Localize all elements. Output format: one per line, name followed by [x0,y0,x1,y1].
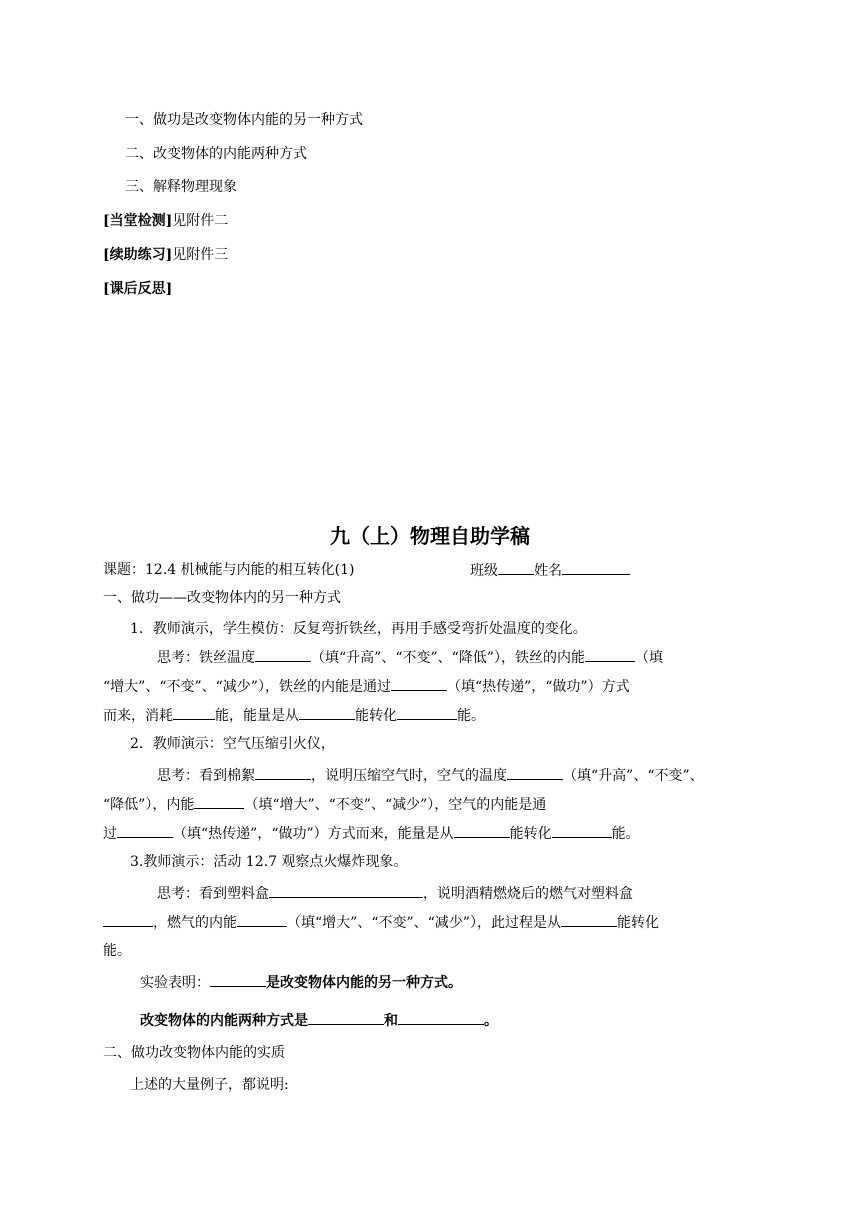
blank-air-from[interactable] [454,824,510,838]
practice-line [103,246,228,264]
think1-text-i: 能。 [457,708,485,724]
blank-gas-from[interactable] [561,913,617,927]
blank-wire-consume[interactable] [173,706,215,720]
demo1-line: 1．教师演示，学生模仿：反复弯折铁丝，再用手感受弯折处温度的变化。 [130,621,587,637]
section1-heading: 一、做功——改变物体内的另一种方式 [103,590,341,606]
think2-line1 [157,766,704,785]
class-name-line [470,561,630,580]
think2-text-a: 思考：看到棉絮 [157,768,255,784]
blank-wire-to[interactable] [397,706,457,720]
think2-text-i: 能。 [611,826,640,842]
blank-result[interactable] [210,973,266,987]
result-text-a: 实验表明： [140,975,210,991]
ways-text-a: 改变物体的内能两种方式是 [140,1013,308,1029]
blank-wire-temp[interactable] [255,648,311,662]
check-text: 见附件二 [172,213,229,229]
think2-text-b: ，说明压缩空气时，空气的温度 [311,768,507,784]
think2-line2 [103,795,546,814]
think1-text-c: （填 [634,650,663,666]
blank-way-2[interactable] [398,1011,484,1025]
check-label: [当堂检测] [103,213,173,229]
blank-wire-from[interactable] [299,706,355,720]
think1-text-b: （填“升高”、“不变”、“降低”），铁丝的内能 [311,650,585,666]
practice-text: 见附件三 [172,247,229,263]
class-blank[interactable] [498,561,534,575]
summary-item-3: 三、解释物理现象 [125,179,237,195]
name-label: 姓名 [534,563,562,579]
page-title: 九（上）物理自助学稿 [330,524,530,548]
think1-text-d: “增大”、“不变”、“减少”），铁丝的内能是通过 [103,679,391,695]
blank-air-method[interactable] [117,824,173,838]
reflect-line [103,280,172,298]
think2-line3 [103,824,640,843]
think3-line2 [103,913,659,932]
ways-text-c: 。 [484,1013,498,1029]
think1-text-h: 能转化 [355,708,397,724]
blank-wire-energy[interactable] [585,648,635,662]
think3-text-d: （填“增大”、“不变”、“减少”），此过程是从 [287,915,561,931]
think1-text-a: 思考：铁丝温度 [157,650,255,666]
summary-item-2: 二、改变物体的内能两种方式 [125,146,307,162]
think3-text-c: ，燃气的内能 [153,915,237,931]
demo3-line: 3.教师演示：活动 12.7 观察点火爆炸现象。 [130,854,408,870]
practice-label: [续助练习] [103,247,173,263]
blank-box-observe[interactable] [269,884,423,898]
blank-wire-method[interactable] [391,677,447,691]
blank-way-1[interactable] [308,1011,384,1025]
think3-text-e: 能转化 [616,915,659,931]
think3-line3: 能。 [103,943,131,959]
think2-text-h: 能转化 [509,826,552,842]
reflect-label: [课后反思] [103,281,173,297]
blank-air-energy[interactable] [194,795,244,809]
think2-text-e: （填“增大”、“不变”、“减少”），空气的内能是通 [244,797,547,813]
think2-text-f: 过 [103,826,117,842]
think3-line1 [157,884,633,903]
demo2-line: 2．教师演示：空气压缩引火仪， [130,736,335,752]
think1-line2 [103,677,630,696]
blank-gas-work[interactable] [103,913,153,927]
name-blank[interactable] [562,561,630,575]
blank-air-temp[interactable] [507,766,563,780]
think3-text-b: ，说明酒精燃烧后的燃气对塑料盒 [423,886,633,902]
class-label: 班级 [470,563,498,579]
think1-text-g: 能，能量是从 [215,708,299,724]
result-text-b: 是改变物体内能的另一种方式。 [266,975,462,991]
section2-text: 上述的大量例子，都说明: [130,1077,289,1093]
ways-line [140,1011,498,1030]
think2-text-d: “降低”），内能 [103,797,195,813]
think2-text-g: （填“热传递”，“做功”）方式而来，能量是从 [173,826,454,842]
think3-text-a: 思考：看到塑料盒 [157,886,269,902]
blank-cotton[interactable] [255,766,311,780]
think2-text-c: （填“升高”、“不变”、 [563,768,704,784]
think1-text-e: （填“热传递”，“做功”）方式 [446,679,630,695]
think1-line1 [157,648,663,667]
think1-text-f: 而来，消耗 [103,708,173,724]
ways-text-b: 和 [384,1013,398,1029]
topic-line: 课题：12.4 机械能与内能的相互转化(1) [103,562,355,578]
section2-heading: 二、做功改变物体内能的实质 [103,1045,285,1061]
check-line [103,212,228,230]
summary-item-1: 一、做功是改变物体内能的另一种方式 [125,112,363,128]
blank-gas-energy[interactable] [237,913,287,927]
think1-line3 [103,706,485,725]
blank-air-to[interactable] [552,824,612,838]
result-line [140,973,462,992]
